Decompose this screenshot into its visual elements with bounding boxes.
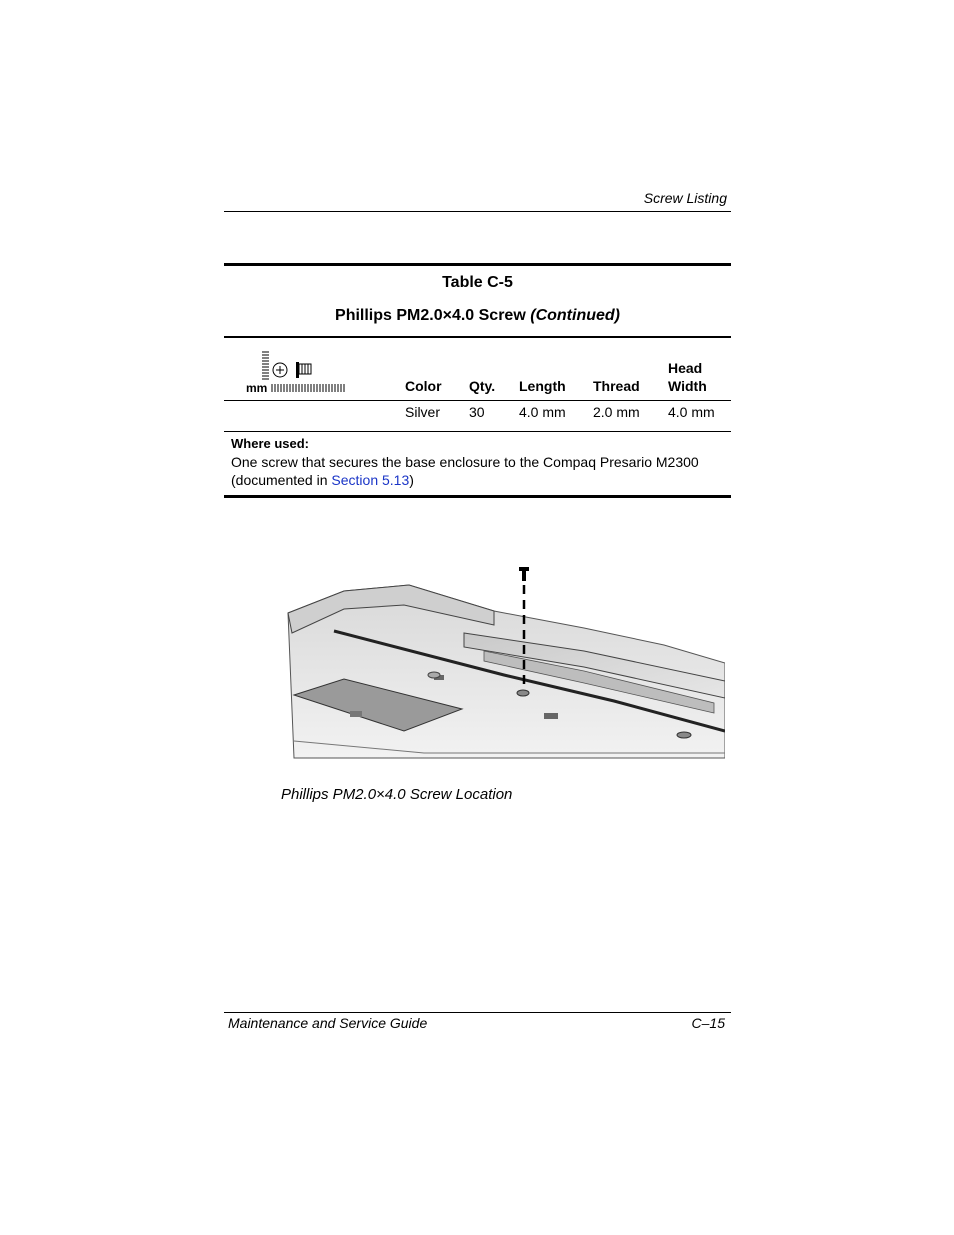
scale-unit-label: mm [246,381,268,395]
cell-thread: 2.0 mm [593,404,640,420]
figure-caption: Phillips PM2.0×4.0 Screw Location [281,786,513,803]
cell-head-width: 4.0 mm [668,404,715,420]
where-used-text: (documented in [231,472,332,488]
footer-guide-title: Maintenance and Service Guide [228,1015,428,1031]
header-qty: Qty. [469,378,496,394]
footer-rule [224,1012,731,1013]
where-used-label: Where used: [231,436,310,451]
header-thread: Thread [593,378,640,394]
header-rule [224,211,731,212]
cell-length: 4.0 mm [519,404,566,420]
table-header-row [224,338,731,400]
table-title-suffix: (Continued) [530,307,620,324]
where-used-line2 [231,471,724,489]
cell-color: Silver [405,404,441,420]
header-head-width [668,359,707,395]
page-footer [224,1012,731,1031]
screw-icon [519,567,529,581]
table-title [224,298,731,336]
where-used-text-end: ) [409,472,414,488]
running-head-text: Screw Listing [643,190,727,206]
table-bottom-rule [224,495,731,498]
table-row [224,401,731,431]
where-used-line1: One screw that secures the base enclosure to the Compaq Presario M2300 [231,454,699,470]
screw-scale-icon [244,348,374,398]
header-head-width-line2: Width [668,378,707,394]
section-link[interactable]: Section 5.13 [331,472,410,488]
header-head-width-line1: Head [668,360,703,376]
header-color: Color [405,378,442,394]
screw-table [224,263,731,498]
page-number: C–15 [691,1015,725,1031]
screw-location-illustration [284,563,725,762]
header-length: Length [519,378,566,394]
where-used [224,432,731,495]
cell-qty: 30 [469,404,485,420]
table-title-text: Phillips PM2.0×4.0 Screw [335,307,526,324]
table-label: Table C-5 [442,274,513,291]
